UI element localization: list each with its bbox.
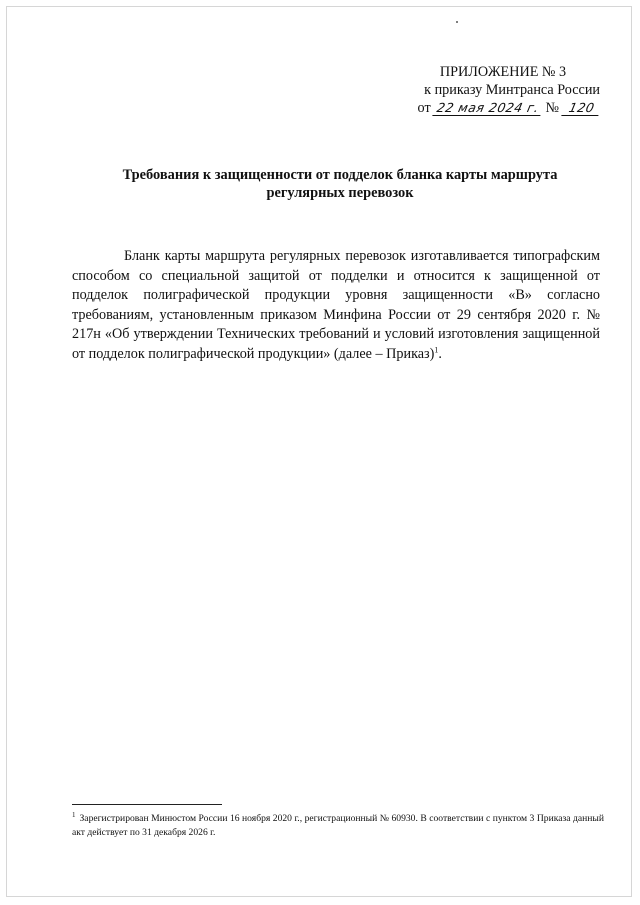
- scan-artifact: [456, 21, 458, 23]
- document-title-line-1: Требования к защищенности от подделок бланка карты маршрута: [122, 167, 558, 183]
- body-paragraph-text: Бланк карты маршрута регулярных перевозок изготавливается типографским способом со специальной защитой от подделки и относится к защищенной от подделок полиграфической продукции уровня защищенности «В» согласно требованиям, установленным приказом Минфина России от 29 сентября 2020 г. № 217н «Об утверждении Технических требований и условий изготовления защищенной от подделок полиграфической продукции» (далее – Приказ): [72, 248, 600, 362]
- document-title: [80, 166, 600, 202]
- document-title-line-2: регулярных перевозок: [266, 185, 414, 201]
- footnote-marker: 1: [72, 810, 76, 819]
- appendix-date-line: [390, 99, 600, 117]
- number-prefix: №: [545, 100, 560, 116]
- page-border: [6, 6, 632, 897]
- handwritten-number: 120: [561, 100, 602, 116]
- footnote-text: Зарегистрирован Минюстом России 16 ноября 2020 г., регистрационный № 60930. В соответствии с пунктом 3 Приказа данный акт действует по 31 декабря 2026 г.: [72, 813, 604, 838]
- footnote-divider: [72, 804, 222, 805]
- body-paragraph: Бланк карты маршрута регулярных перевозок изготавливается типографским способом со специальной защитой от подделки и относится к защищенной от подделок полиграфической продукции уровня защищенности «В» согласно требованиям, установленным приказом Минфина России от 29 сентября 2020 г. № 217н «Об утверждении Технических требований и условий изготовления защищенной от подделок полиграфической продукции» (далее – Приказ)$^1$.: [72, 248, 600, 362]
- appendix-subtitle: к приказу Минтранса России: [424, 82, 600, 98]
- appendix-header: [390, 63, 600, 117]
- handwritten-date: 22 мая 2024 г.: [433, 100, 544, 116]
- footnote: [72, 812, 604, 840]
- appendix-title: ПРИЛОЖЕНИЕ № 3: [439, 64, 567, 80]
- date-prefix: от: [417, 100, 431, 116]
- footnote-reference[interactable]: 1: [434, 344, 439, 354]
